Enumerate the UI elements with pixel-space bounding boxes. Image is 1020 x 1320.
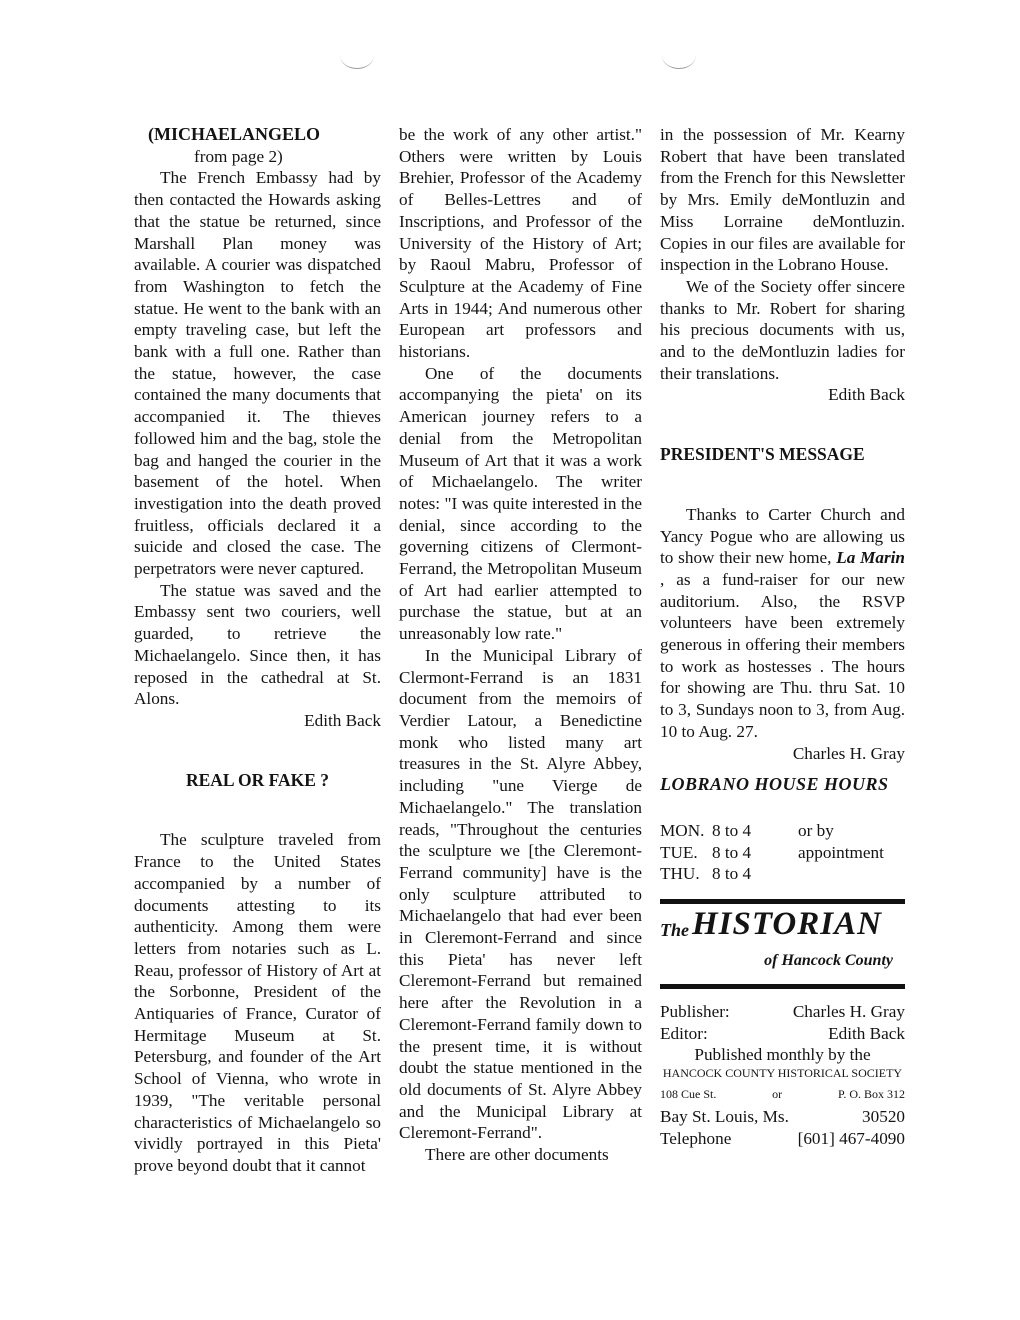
- article-paragraph: Thanks to Carter Church and Yancy Pogue who are allowing us to show their new home, La Marin , as a fund-raiser for our new auditorium. Also, the RSVP volunteers have been extremely generous in offering their members to work as hostesses . The hours for showing are Thu. thru Sat. 10 to 3, Sundays noon to 3, from Aug. 10 to Aug. 27.: [660, 504, 905, 741]
- column-right: [660, 124, 905, 1149]
- column-left: [134, 124, 381, 1177]
- hours-heading: LOBRANO HOUSE HOURS: [660, 774, 889, 795]
- publisher-line: Publisher: Charles H. Gray: [660, 1002, 905, 1022]
- article-paragraph: In the Municipal Library of Clermont-Ferrand is an 1831 document from the memoirs of Verdier Latour, a Benedictine monk who listed many art treasures in the St. Alyre Abbey, including "une Vierge de Michaelangelo." The translation reads, "Throughout the centuries the sculpture we [the Cleremont-Ferrand community] have is the only sculpture attributed to Michaelangelo that had ever been in Cleremont-Ferrand and since this Pieta' has never left Cleremont-Ferrand but remained here after the Revolution in a Cleremont-Ferrand family down to the present time, it is without doubt the statue mentioned in the old documents of St. Alyre Abbey and the Municipal Library at Cleremont-Ferrand".: [399, 645, 642, 1143]
- article-continuation: from page 2): [194, 146, 283, 166]
- published-line: Published monthly by the: [694, 1045, 871, 1065]
- masthead-the: The: [660, 920, 689, 941]
- punch-hole-mark: [340, 42, 374, 69]
- editor-line: Editor: Edith Back: [660, 1023, 905, 1043]
- section-heading: REAL OR FAKE ?: [185, 769, 330, 790]
- column-middle: [399, 124, 642, 1166]
- address-line: 108 Cue St. or P. O. Box 312: [660, 1087, 905, 1102]
- article-paragraph: be the work of any other artist." Others were written by Louis Brehier, Professor of the Academy of Belles-Lettres and of Inscriptions, and Professor of the University of the History of Art; by Raoul Mabru, Professor of Sculpture at the Academy of Fine Arts in 1944; And numerous other European art professors and historians.: [399, 125, 642, 362]
- article-paragraph: One of the documents accompanying the pieta' on its American journey refers to a denial from the Metropolitan Museum of Art that it was a work of Michaelangelo. The writer notes: "I was quite interested in the denial, since according to the governing citizens of Clermont-Ferrand, the Metropolitan Museum of Art had earlier attempted to purchase the statue, but at an unreasonably low rate.": [399, 363, 642, 644]
- article-paragraph: We of the Society offer sincere thanks to Mr. Robert for sharing his precious documents with us, and to the deMontluzin ladies for their translations.: [660, 276, 905, 383]
- masthead-rule-bottom: [660, 984, 905, 989]
- hours-row: MON. 8 to 4 or by: [660, 820, 834, 840]
- city-line: Bay St. Louis, Ms. 30520: [660, 1106, 905, 1126]
- article-paragraph: The French Embassy had by then contacted the Howards asking that the statue be returned, since Marshall Plan money was available. A courier was dispatched from Washington to fetch the statue. He went to the bank with an empty traveling case, but left the bank with a full one. Rather than the statue, however, the case contained the many documents that accompanied it. The thieves followed him and the bag, stole the bag and hanged the courier in the basement of the hotel. When investigation into the death proved fruitless, officials declared it a suicide and closed the case. The perpetrators were never captured.: [134, 168, 381, 579]
- article-paragraph: There are other documents: [425, 1145, 609, 1165]
- article-paragraph: The sculpture traveled from France to the United States accompanied by a number of documents attesting to its authenticity. Among them were letters from notaries such as L. Reau, professor of History of Art at the Sorbonne, President of the Antiquaries of France, Curator of Hermitage Museum at St. Petersburg, and founder of the Art School of Vienna, who wrote in 1939, "The veritable personal characteristics of Michaelangelo so vividly portrayed in this Pieta' prove beyond doubt that it cannot: [134, 830, 381, 1175]
- article-title: (MICHAELANGELO: [148, 124, 321, 144]
- masthead-title: HISTORIAN: [692, 906, 882, 943]
- publication-info: [660, 1001, 905, 1149]
- hours-row: TUE. 8 to 4 appointment: [660, 842, 884, 862]
- author-signature: Edith Back: [828, 385, 905, 405]
- author-signature: Charles H. Gray: [792, 743, 905, 763]
- masthead: [660, 906, 905, 974]
- section-heading: PRESIDENT'S MESSAGE: [660, 444, 865, 465]
- hours-row: THU. 8 to 4: [660, 864, 752, 884]
- masthead-county: of Hancock County: [764, 952, 893, 970]
- punch-hole-mark: [662, 42, 696, 69]
- telephone-line: Telephone [601] 467-4090: [660, 1128, 905, 1148]
- article-paragraph: in the possession of Mr. Kearny Robert that have been translated from the French for this Newsletter by Mrs. Emily deMontluzin and Miss Lorraine deMontluzin. Copies in our files are available for inspection in the Lobrano House.: [660, 125, 905, 275]
- hours-table: [660, 820, 905, 885]
- masthead-rule-top: [660, 899, 905, 904]
- society-name: HANCOCK COUNTY HISTORICAL SOCIETY: [662, 1066, 903, 1081]
- home-name: La Marin: [836, 548, 905, 568]
- article-paragraph: The statue was saved and the Embassy sent two couriers, well guarded, to retrieve the Michaelangelo. Since then, it has reposed in the cathedral at St. Alons.: [134, 580, 381, 709]
- author-signature: Edith Back: [304, 710, 381, 730]
